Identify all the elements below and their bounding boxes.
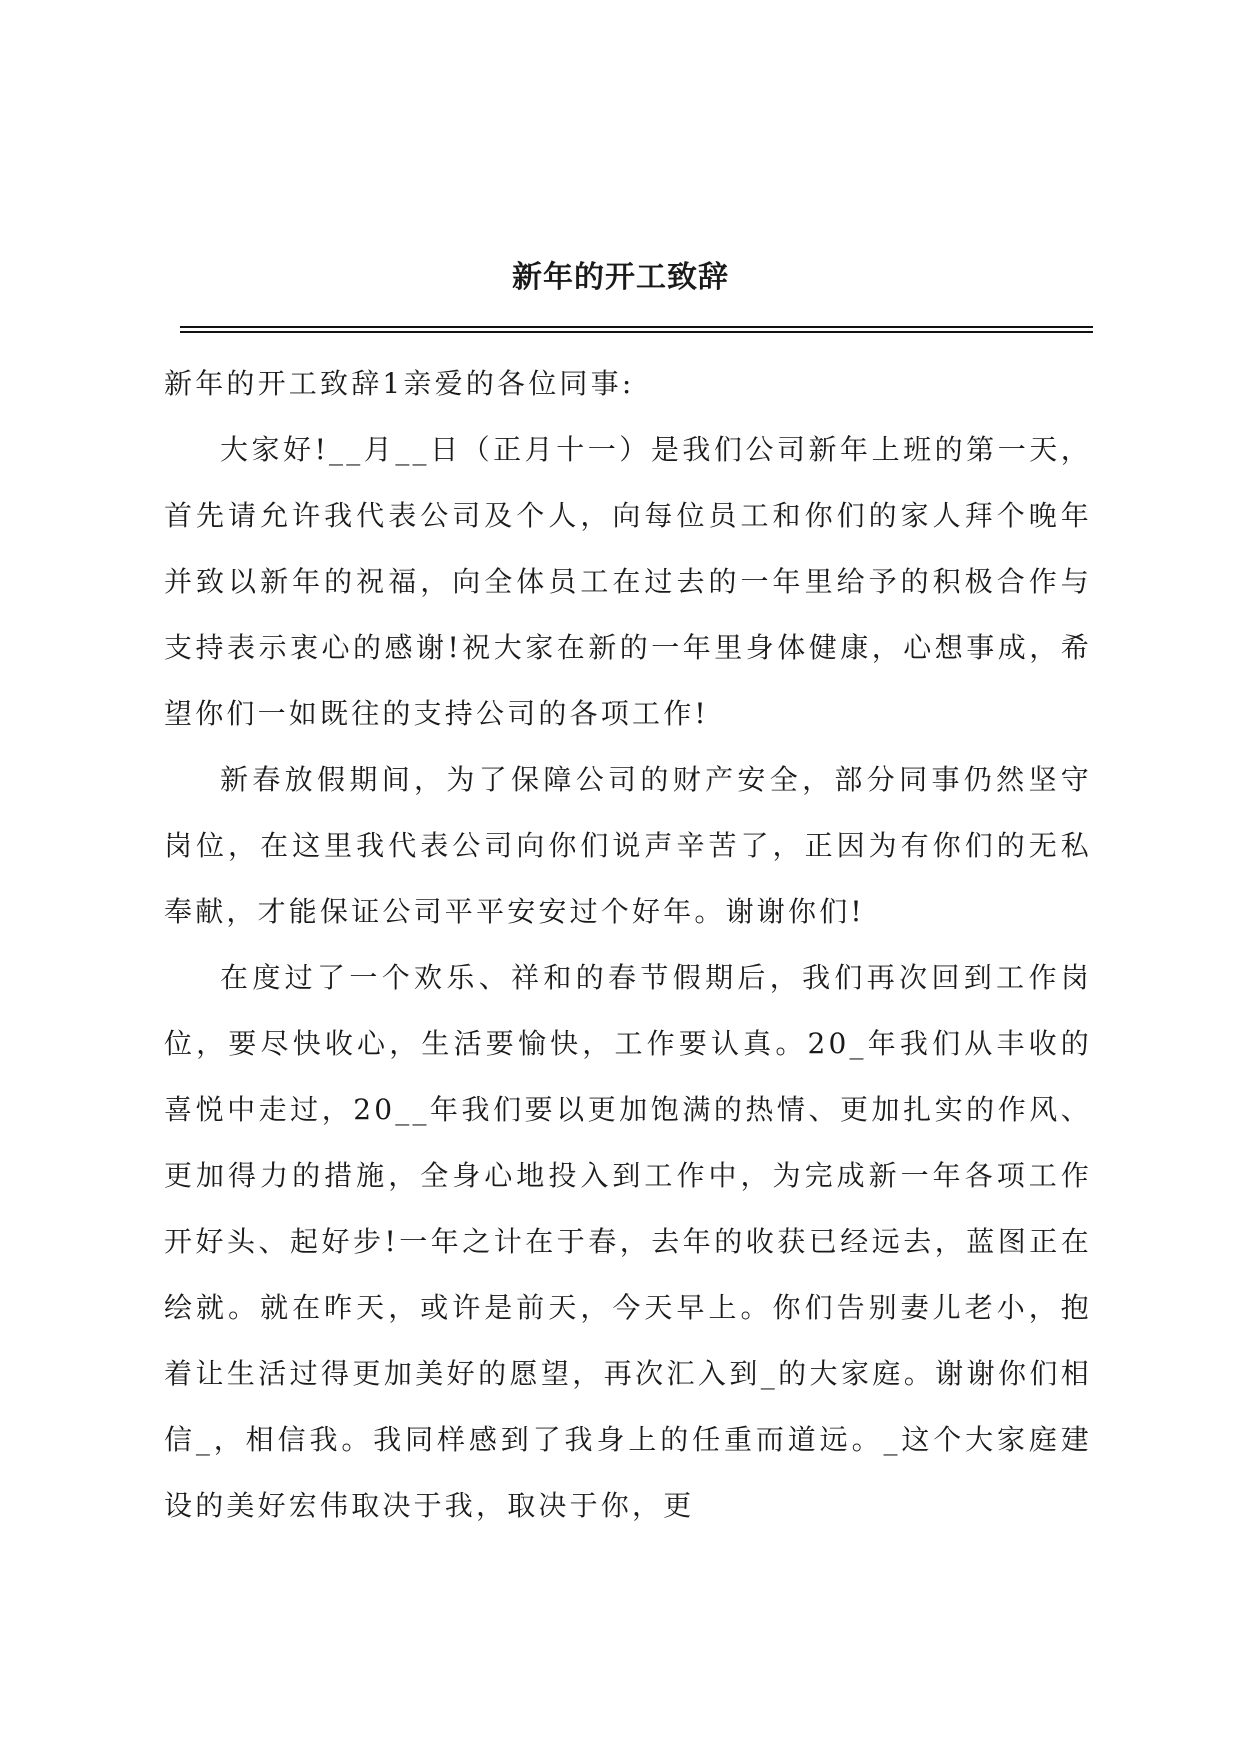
body-paragraph: 在度过了一个欢乐、祥和的春节假期后，我们再次回到工作岗位，要尽快收心，生活要愉快，工作要认真。20_年我们从丰收的喜悦中走过，20__年我们要以更加饱满的热情、更加扎实的作风、更加得力的措施，全身心地投入到工作中，为完成新一年各项工作开好头、起好步!一年之计在于春，去年的收获已经远去，蓝图正在绘就。就在昨天，或许是前天，今天早上。你们告别妻儿老小，抱着让生活过得更加美好的愿望，再次汇入到_的大家庭。谢谢你们相信_，相信我。我同样感到了我身上的任重而道远。_这个大家庭建设的美好宏伟取决于我，取决于你，更 <box>164 961 1092 1522</box>
body-paragraph: 新春放假期间，为了保障公司的财产安全，部分同事仍然坚守岗位，在这里我代表公司向你们说声辛苦了，正因为有你们的无私奉献，才能保证公司平平安安过个好年。谢谢你们! <box>164 763 1092 928</box>
body-paragraph: 大家好!__月__日（正月十一）是我们公司新年上班的第一天，首先请允许我代表公司及个人，向每位员工和你们的家人拜个晚年并致以新年的祝福，向全体员工在过去的一年里给予的积极合作与支持表示衷心的感谢!祝大家在新的一年里身体健康，心想事成，希望你们一如既往的支持公司的各项工作! <box>164 433 1092 730</box>
salutation-paragraph: 新年的开工致辞1亲爱的各位同事: <box>164 367 635 400</box>
document-title: 新年的开工致辞 <box>512 260 729 295</box>
document-body <box>164 351 1092 1539</box>
title-divider-top <box>180 326 1093 328</box>
title-divider-bottom <box>180 331 1093 333</box>
